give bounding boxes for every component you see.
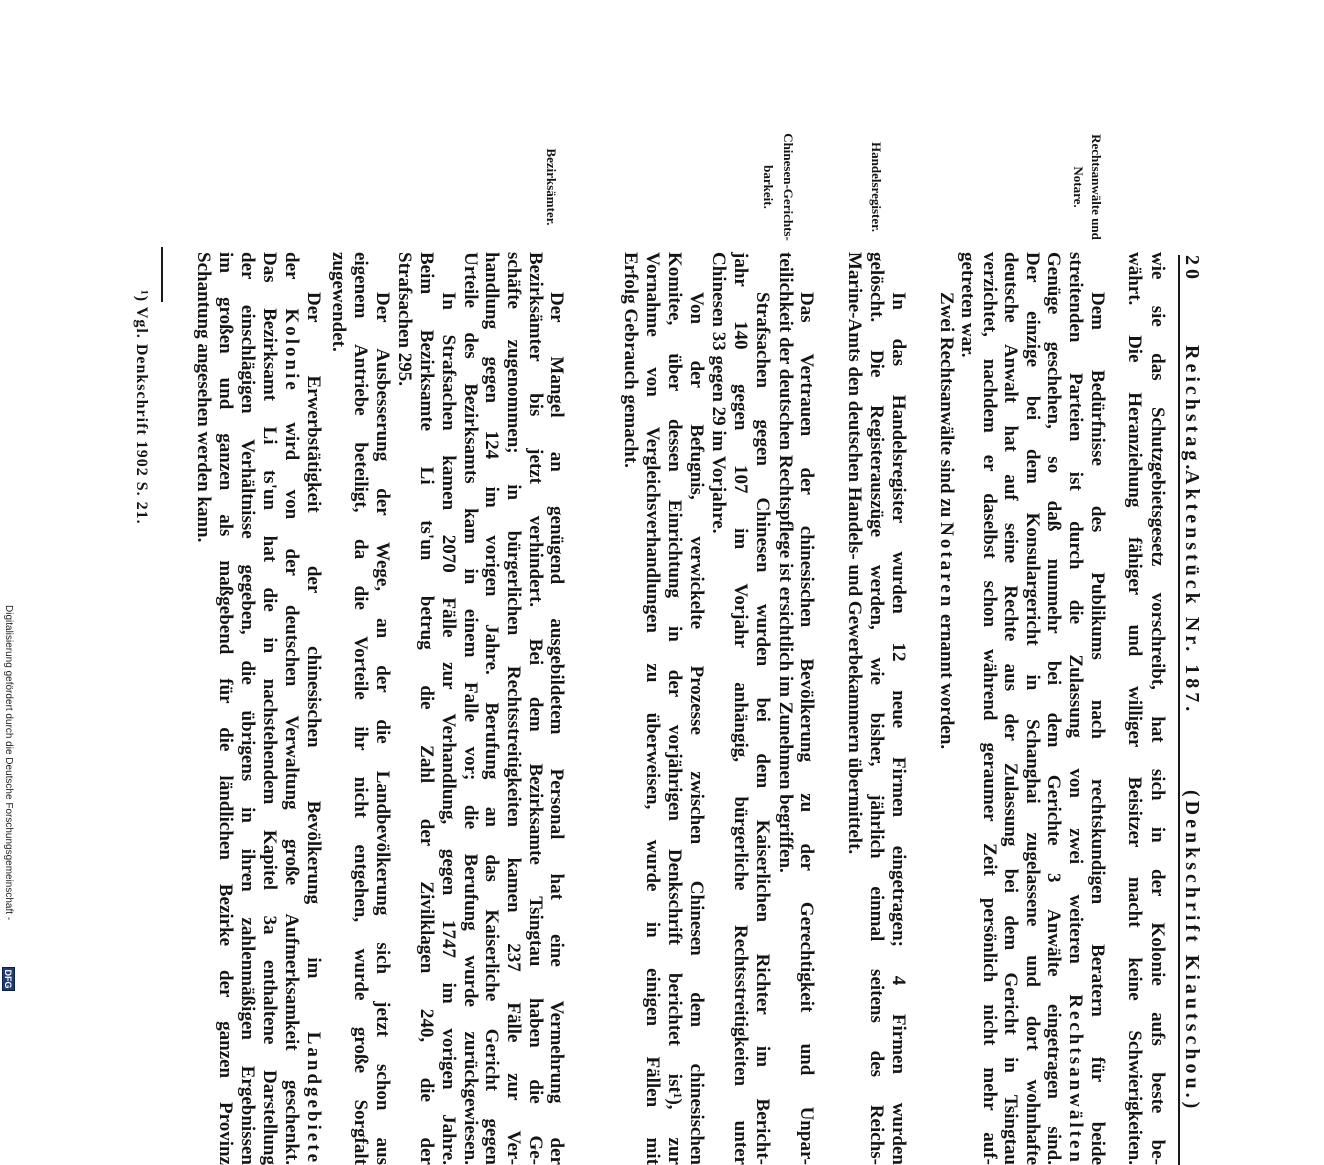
footnote-rule: [162, 247, 164, 302]
text-line: zugewendet.: [328, 252, 349, 352]
margin-note: Bezirksämter.: [544, 148, 559, 226]
text-line: jahr 140 gegen 107 im Vorjahr anhängig, bürgerliche Rechtsstreitigkeiten unter: [730, 252, 751, 1165]
text-line: währt. Die Heranziehung fähiger und williger Beisitzer macht keine Schwierigkeiten.: [1124, 252, 1145, 1165]
text-line: Der Ausbesserung der Wege, an der die Landbevölkerung sich jetzt schon aus: [372, 292, 393, 1165]
text-line: Erfolg Gebrauch gemacht.: [620, 252, 641, 468]
text-line: Von der Befugnis, verwickelte Prozesse zwischen Chinesen dem chinesischen: [686, 292, 707, 1165]
text-line: Dem Bedürfnisse des Publikums nach rechtskundigen Beratern für beide: [1087, 292, 1108, 1165]
text-line: [302, 252, 324, 1165]
dfg-logo-icon: DFG: [2, 967, 15, 991]
header-rule: [1178, 255, 1180, 1165]
text-line: Bezirksämter bis jetzt verhindert. Bei dem Bezirksamte Tsingtau haben die Ge-: [525, 252, 546, 1165]
text-segment: Der Erwerbstätigkeit der chinesischen Bevölkerung im: [303, 292, 324, 1032]
text-line: gelöscht. Die Registerauszüge werden, wie bisher, jährlich einmal seitens des Reichs-: [866, 252, 887, 1165]
text-line: schäfte zugenommen; in bürgerlichen Rechtsstreitigkeiten kamen 237 Fälle zur Ver-: [503, 252, 524, 1165]
text-line: Beim Bezirksamte Li ts'un betrug die Zahl der Zivilklagen 240, die der: [416, 252, 437, 1165]
text-line: handlung gegen 124 im vorigen Jahre. Berufung an das Kaiserliche Gericht gegen: [481, 252, 502, 1165]
text-line: im großen und ganzen als maßgebend für die ländlichen Bezirke der ganzen Provinz: [215, 252, 236, 1165]
text-line: Vornahme von Vergleichsverhandlungen zu überweisen, wurde in einigen Fällen mit: [642, 252, 663, 1165]
text-line: eigenem Antriebe beteiligt, da die Vorteile ihr nicht entgehen, wurde große Sorgfalt: [350, 252, 371, 1165]
header-publication: Reichstag.: [1181, 345, 1203, 474]
margin-note: Handelsregister.: [869, 142, 884, 232]
spaced-word: Landgebiete: [303, 1031, 324, 1165]
text-line: Der Mangel an genügend ausgebildetem Personal hat eine Vermehrung der: [546, 292, 567, 1165]
text-segment: ernannt worden.: [936, 609, 957, 750]
text-line: verzichtet, nachdem er daselbst schon während geraumer Zeit persönlich nicht mehr auf-: [979, 252, 1000, 1165]
spaced-word: Rechtsanwälten: [1065, 994, 1086, 1165]
text-segment: Zwei Rechtsanwälte sind zu: [936, 292, 957, 523]
text-line: Chinesen 33 gegen 29 im Vorjahre.: [708, 252, 729, 534]
text-line: Schantung angesehen werden kann.: [193, 252, 214, 543]
text-line: deutsche Anwalt hat auf seine Rechte aus der Zulassung bei dem Gericht in Tsingtau: [1000, 252, 1021, 1165]
text-line: In Strafsachen kamen 2070 Fälle zur Verhandlung, gegen 1747 im vorigen Jahre.: [438, 292, 459, 1165]
text-segment: streitenden Parteien ist durch die Zulassung von zwei weiteren: [1065, 252, 1086, 995]
text-segment: wird von der deutschen Verwaltung große Aufmerksamkeit geschenkt.: [281, 392, 302, 1165]
text-line: der einschlägigen Verhältnisse gegeben, die übrigens in ihren zahlenmäßigen Ergebnissen: [237, 252, 258, 1165]
text-line: Strafsachen 295.: [394, 252, 415, 387]
margin-note: Rechtsanwälte und: [1089, 134, 1104, 240]
text-line: Urteile des Bezirksamts kam in einem Falle vor; die Berufung wurde zurückgewiesen.: [460, 252, 481, 1165]
text-line: Marine-Amts den deutschen Handels- und Gewerbekammern übermittelt.: [844, 252, 865, 855]
digitization-note: Digitalisierung gefördert durch die Deutsche Forschungsgemeinschaft -: [3, 605, 14, 921]
text-line: wie sie das Schutzgebietsgesetz vorschreibt, hat sich in der Kolonie aufs beste be-: [1147, 252, 1168, 1165]
spaced-word: Kolonie: [281, 308, 302, 393]
text-line: Das Bezirksamt Li ts'un hat die in nachstehendem Kapitel 3a enthaltene Darstellung: [259, 252, 280, 1165]
text-segment: der: [281, 252, 302, 309]
text-line: [280, 252, 302, 1165]
text-line: In das Handelsregister wurden 12 neue Firmen eingetragen; 4 Firmen wurden: [888, 292, 909, 1165]
text-line: Das Vertrauen der chinesischen Bevölkerung zu der Gerechtigkeit und Unpar-: [796, 292, 817, 1165]
text-line: [1064, 252, 1086, 1165]
text-line: getreten war.: [957, 252, 978, 358]
text-line: [935, 252, 957, 1165]
spaced-word: Notaren: [936, 522, 957, 610]
text-line: Genüge geschehen, so daß nunmehr bei dem Gerichte 3 Anwälte eingetragen sind.: [1043, 252, 1064, 1165]
text-line: Der einzige bei dem Konsulargericht in Schanghai zugelassene und dort wohnhafte: [1022, 252, 1043, 1165]
header-document-title: (Denkschrift Kiautschou.): [1181, 790, 1203, 1113]
header-document-number: Aktenstück Nr. 187.: [1181, 470, 1203, 716]
page-number: 20: [1181, 255, 1203, 283]
margin-note: Notare.: [1071, 166, 1086, 208]
text-line: teilichkeit der deutschen Rechtspflege ist ersichtlich im Zunehmen begriffen.: [775, 252, 796, 873]
margin-note: Chinesen-Gerichts-: [781, 133, 796, 241]
text-line: Komitee, über dessen Einrichtung in der vorjährigen Denkschrift berichtet ist¹), zur: [664, 252, 685, 1165]
margin-note: barkeit.: [761, 165, 776, 209]
text-line: Strafsachen gegen Chinesen wurden bei dem Kaiserlichen Richter im Bericht-: [752, 292, 773, 1165]
footnote: ¹) Vgl. Denkschrift 1902 S. 21.: [133, 290, 150, 525]
